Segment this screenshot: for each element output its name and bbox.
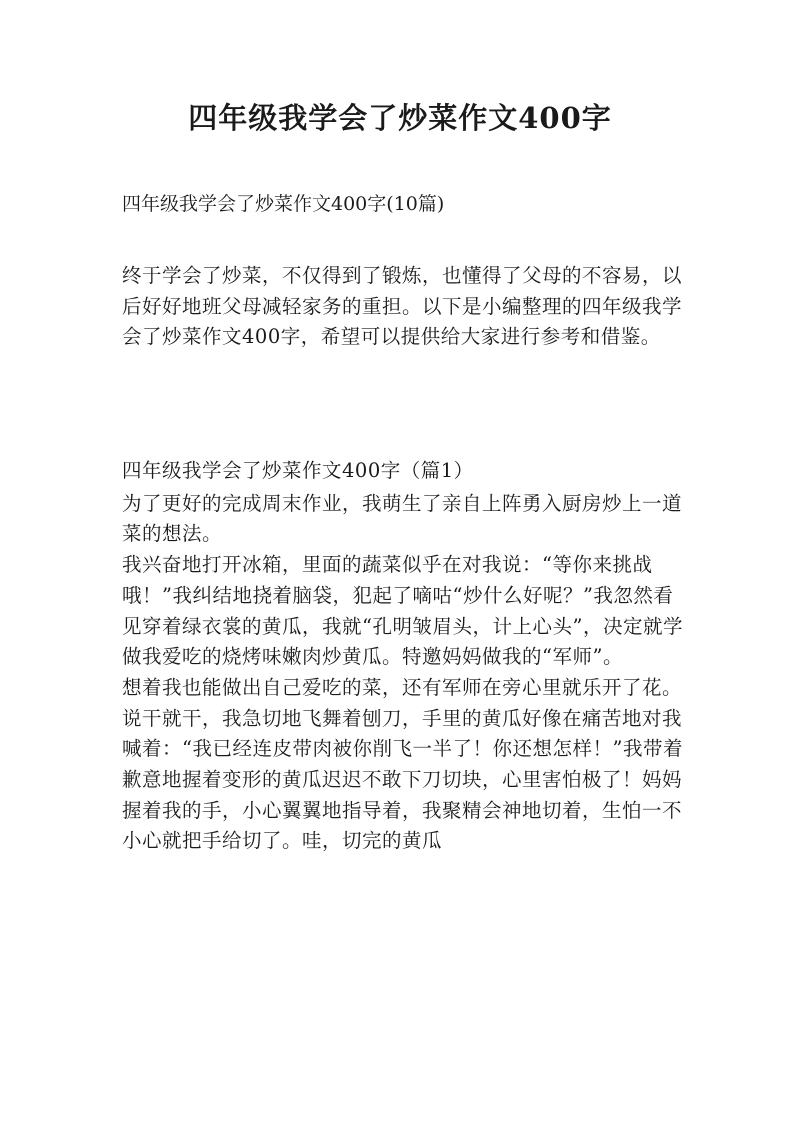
document-title: 四年级我学会了炒菜作文400字 [188, 101, 612, 135]
essay-paragraph: 为了更好的完成周末作业，我萌生了亲自上阵勇入厨房炒上一道菜的想法。 [122, 491, 683, 546]
document-subtitle: 四年级我学会了炒菜作文400字(10篇) [122, 193, 445, 215]
essay-section [122, 456, 684, 857]
essay-paragraph: 想着我也能做出自己爱吃的菜，还有军师在旁心里就乐开了花。 [122, 675, 683, 699]
essay-paragraph: 我兴奋地打开冰箱，里面的蔬菜似乎在对我说：“等你来挑战哦！”我纠结地挠着脑袋，犯起了嘀咕“炒什么好呢？”我忽然看见穿着绿衣裳的黄瓜，我就“孔明皱眉头，计上心头”，决定就学做我爱吃的烧烤味嫩肉炒黄瓜。特邀妈妈做我的“军师”。 [122, 553, 683, 669]
essay-heading: 四年级我学会了炒菜作文400字（篇1） [122, 459, 474, 482]
intro-paragraph: 终于学会了炒菜，不仅得到了锻炼，也懂得了父母的不容易，以后好好地班父母减轻家务的重担。以下是小编整理的四年级我学会了炒菜作文400字，希望可以提供给大家进行参考和借鉴。 [122, 264, 683, 348]
essay-paragraph: 说干就干，我急切地飞舞着刨刀，手里的黄瓜好像在痛苦地对我喊着：“我已经连皮带肉被你削飞一半了！你还想怎样！”我带着歉意地握着变形的黄瓜迟迟不敢下刀切块，心里害怕极了！妈妈握着我的手，小心翼翼地指导着，我聚精会神地切着，生怕一不小心就把手给切了。哇，切完的黄瓜 [122, 706, 683, 853]
intro-section [122, 261, 682, 353]
